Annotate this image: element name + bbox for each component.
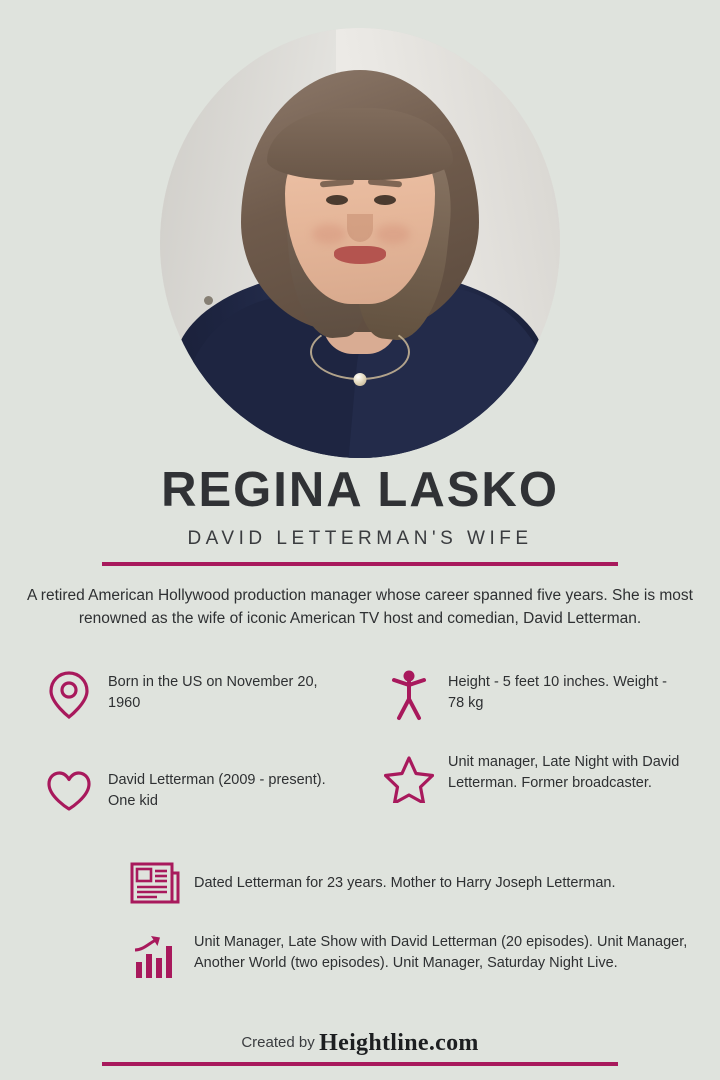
nose [347,214,373,242]
fact-spouse [42,764,342,818]
fact-dated [128,856,688,910]
necklace [310,324,410,380]
bar-chart-icon [128,930,182,984]
fact-work [128,930,688,984]
fact-work-text: Unit Manager, Late Show with David Letterman (20 episodes). Unit Manager, Another World (two episodes). Unit Manager, Saturday Night Live. [194,934,688,971]
divider-top [102,562,618,566]
cheek-left [312,224,346,244]
fact-dated-text: Dated Letterman for 23 years. Mother to Harry Joseph Letterman. [194,875,616,891]
fact-born [42,668,342,722]
photo-illustration [160,28,560,458]
profile-photo [160,28,560,458]
necklace-pendant [354,373,367,386]
fact-born-text: Born in the US on November 20, 1960 [108,674,318,711]
footer-created-label: Created by [241,1034,315,1051]
newspaper-icon [128,856,182,910]
mouth [334,246,386,264]
eye-right [374,195,396,205]
fact-career [382,752,694,806]
divider-bottom [102,1062,618,1066]
fact-height-text: Height - 5 feet 10 inches. Weight - 78 kg [448,674,667,711]
star-icon [382,752,436,806]
footer [0,1030,720,1057]
body-measure-icon [382,668,436,722]
heart-icon [42,764,96,818]
fact-career-text: Unit manager, Late Night with David Letterman. Former broadcaster. [448,754,680,791]
footer-brand[interactable]: Heightline.com [319,1030,479,1056]
wall-dot [204,296,213,305]
page-subtitle: DAVID LETTERMAN'S WIFE [187,528,533,549]
intro-paragraph: A retired American Hollywood production manager whose career spanned five years. She is most renowned as the wife of iconic American TV host and comedian, David Letterman. [27,587,693,628]
page-title: REGINA LASKO [161,463,559,517]
cheek-right [376,224,410,244]
location-pin-icon [42,668,96,722]
fact-height [382,668,682,722]
fact-spouse-text: David Letterman (2009 - present). One kid [108,772,326,809]
eye-left [326,195,348,205]
